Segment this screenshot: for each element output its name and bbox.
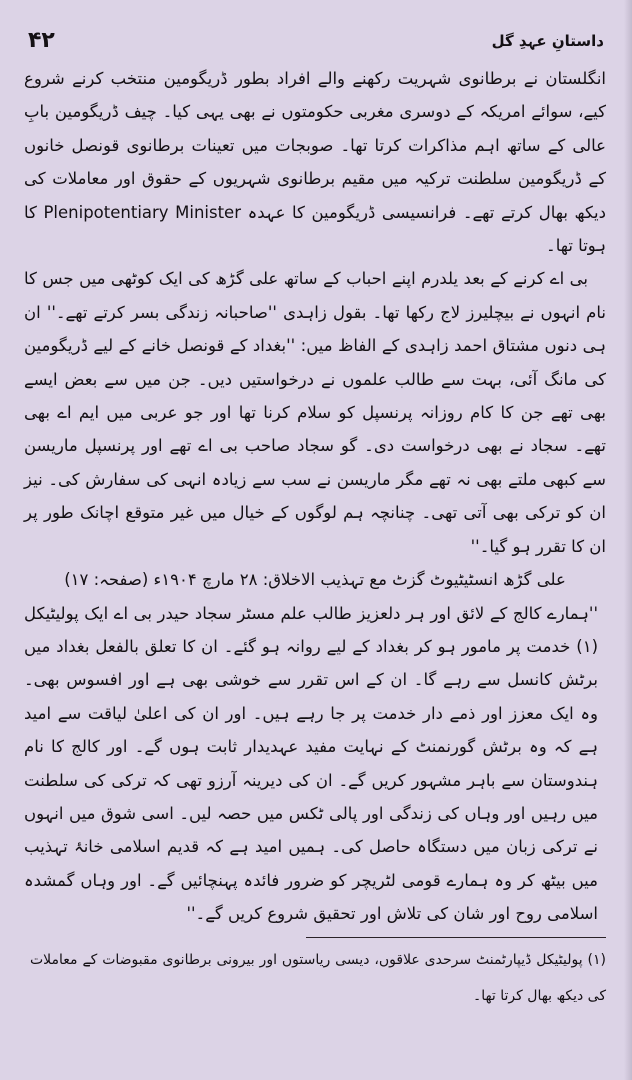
page-header [24, 28, 610, 62]
running-title: داستانِ عہدِ گل [491, 32, 604, 50]
paragraph-1: انگلستان نے برطانوی شہریت رکھنے والے افراد بطور ڈریگومین منتخب کرنے شروع کیے، سوائے امریکہ کے دوسری مغربی حکومتوں نے بھی یہی کیا۔ چیف ڈریگومین بابِ عالی کے ساتھ اہم مذاکرات کرتا تھا۔ صوبجات میں تعینات برطانوی قونصل خانوں کے ڈریگومین سلطنت ترکیہ میں مقیم برطانوی شہریوں کے حقوق اور معاملات کی دیکھ بھال کرتے تھے۔ فرانسیسی ڈریگومین کا عہدہ Plenipotentiary Minister کا ہوتا تھا۔ [24, 69, 606, 256]
page-edge-shadow [624, 0, 632, 1080]
body-text [24, 62, 610, 931]
citation: علی گڑھ انسٹیٹیوٹ گزٹ مع تہذیب الاخلاق: ۲۸ مارچ ۱۹۰۴ء (صفحہ: ۱۷) [64, 570, 566, 590]
footnote: (۱) پولیٹیکل ڈیپارٹمنٹ سرحدی علاقوں، دیسی ریاستوں اور بیرونی برطانوی مقبوضات کے معاملات کی دیکھ بھال کرتا تھا۔ [30, 951, 606, 1004]
footnote-divider [306, 937, 606, 938]
quoted-passage: ''ہمارے کالج کے لائق اور ہر دلعزیز طالب علم مسٹر سجاد حیدر بی اے ایک پولیٹیکل (۱) خدمت پر مامور ہو کر بغداد کے لیے روانہ ہو گئے۔ ان کا تعلق بالفعل بغداد میں برٹش کانسل سے رہے گا۔ ان کے اس تقرر سے خوشی بھی ہے اور افسوس بھی۔ وہ ایک معزز اور ذمے دار خدمت پر جا رہے ہیں۔ اور ان کی اعلیٰ لیاقت سے امید ہے کہ وہ برٹش گورنمنٹ کے نہایت مفید عہدیدار ثابت ہوں گے۔ اور کالج کا نام ہندوستان سے باہر مشہور کریں گے۔ ان کی دیرینہ آرزو تھی کہ ترکی کی سلطنت میں رہیں اور وہاں کی زندگی اور پالی ٹکس میں حصہ لیں۔ اسی شوق میں انہوں نے ترکی زبان میں دستگاہ حاصل کی۔ ہمیں امید ہے کہ قدیم اسلامی خانۂ تہذیب میں بیٹھ کر وہ ہمارے قومی لٹریچر کو ضرور فائدہ پہنچائیں گے۔ اور وہاں گمشدہ اسلامی روح اور شان کی تلاش اور تحقیق شروع کریں گے۔'' [24, 603, 598, 924]
paragraph-2: بی اے کرنے کے بعد یلدرم اپنے احباب کے ساتھ علی گڑھ کی ایک کوٹھی میں جس کا نام انہوں نے بیچلیرز لاج رکھا تھا۔ بقول زاہدی ''صاحبانہ زندگی بسر کرتے تھے۔'' ان ہی دنوں مشتاق احمد زاہدی کے الفاظ میں: ''بغداد کے قونصل خانے کے لیے ڈریگومین کی مانگ آئی، بہت سے طالب علموں نے درخواستیں دیں۔ جن میں سے بعض ایسے بھی تھے جن کا کام روزانہ پرنسپل کو سلام کرنا تھا اور جو عربی میں ایم اے بھی تھے۔ سجاد نے بھی درخواست دی۔ گو سجاد صاحب بی اے تھے اور پرنسپل ماریسن سے کبھی ملتے بھی نہ تھے مگر ماریسن نے سب سے زیادہ انہی کی سفارش کی۔ نیز ان کو ترکی بھی آتی تھی۔ چنانچہ ہم لوگوں کے خیال میں غیر متوقع اچانک طور پر ان کا تقرر ہو گیا۔'' [24, 269, 606, 556]
page-number: ۴۲ [28, 28, 55, 53]
